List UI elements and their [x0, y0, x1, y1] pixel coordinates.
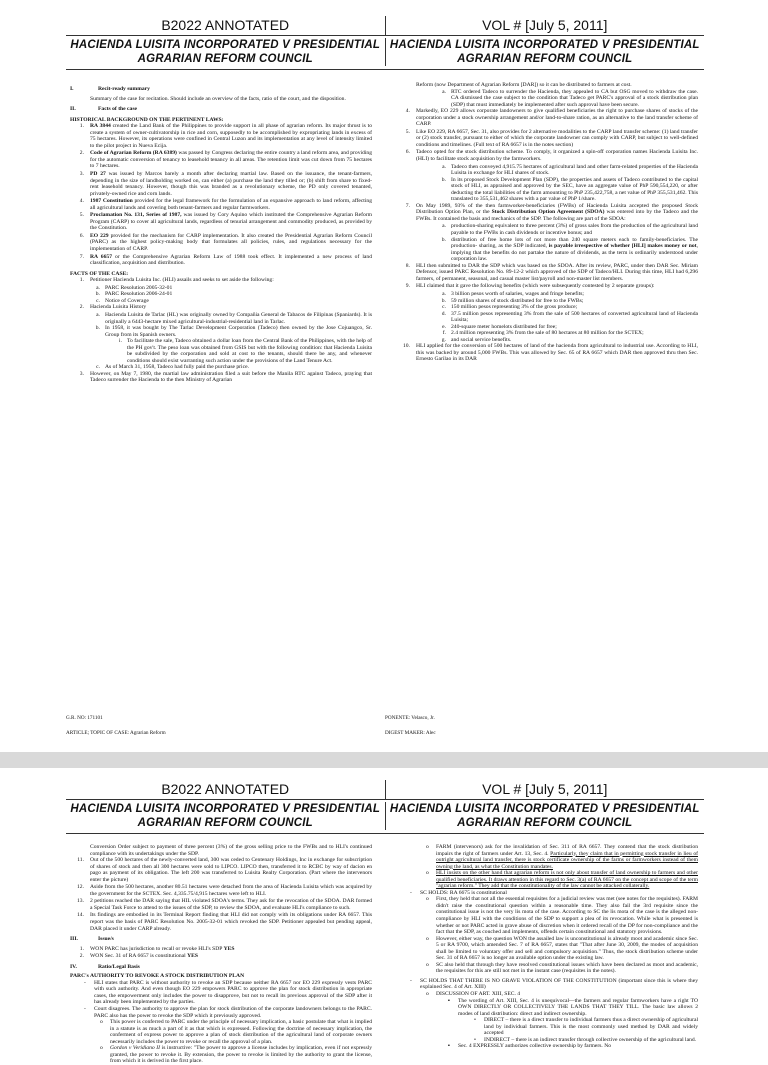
ratio-detail: INDIRECT – there is an indirect transfer through collective ownership of the agricultural land. — [484, 1036, 697, 1043]
summary-text: Summary of the case for recitation. Should include an overview of the facts, ratio of the court, and the disposition. — [90, 95, 346, 102]
article-topic: ARTICLE; TOPIC OF CASE: Agrarian Reform — [66, 730, 166, 736]
fact-item: HLI claimed that it gave the following benefits (which were subsequently contested by 2 separate groups): — [416, 283, 655, 290]
ratio-subbullet: Gordon v Veridiano II is instructive: "The power to approve a license includes by implication, even if not expressly granted, the power to revoke it. By extension, the power to revoke is limited by the authority to grant the license, from which it is derived in the first place. — [110, 1045, 372, 1065]
ratio-subbullet: However, either way, the question WON the assailed law is unconstitutional is already moot and academic since Sec. 5 or RA 9700, which amended Sec. 7 of RA 6657, states that "That after June 30, 2009, the modes of acquisition shall be limited to voluntary offer and sell and compulsory acquisition." Thus, the stock distribution scheme under Sec. 31 of RA 6657 is no longer an available option under the existing law. — [436, 935, 698, 962]
case-title-left: HACIENDA LUISITA INCORPORATED V PRESIDENTIAL AGRARIAN REFORM COUNCIL — [66, 38, 386, 66]
header-left-label: B2022 ANNOTATED — [66, 780, 386, 799]
left-column: I. Recit-ready summary Summary of the case for recitation. Should include an overview of the facts, ratio of the court, and the disposition. II. Facts of the case HISTORICAL BACKGROUND ON THE PERTINENT LAWS: 1. RA 3844 created the Land Bank of the Philippines to provide support in all phase of agrarian reform. Its major thrust is to create a system of owner-cultivatorship in rice and corn, supposedly to be accomplished by expropriating lands in excess of 75 hectares. However, its operations were confined in Central Luzon and its implementation at any level of intensity limited to the pilot project in Nueva Ecija. 2. Code of Agrarian Reform (RA 6389) was passed by Congress declaring the entire country a land reform area, and providing for the automatic conversion of tenancy to leasehold tenancy in all areas. The retention limit was cut down from 75 hectares to 7 hectares. 3. PD 27 was issued by Marcos barely a month after declaring martial law. Based on the issuance, the tenant-farmers, depending in the size of landholding worked on, can either (a) purchase the land they tilled or; (b) shift from share to fixed-rent leasehold tenancy. However, though this was branded as a revolutionary scheme, the PD only covered tenanted, privately-owned rice and corn lands. 4. 1987 Constitution provided for the legal framework for the formulation of an expansive approach to land reform, affecting all agricultural lands and covering both tenant-farmers and regular farmworkers. 5. Proclamation No. 131, Series of 1987, was issued by Cory Aquino which instituted the Comprehensive Agrarian Reform Program (CARP) to cover all agricultural lands, regardless of tenurial arrangement and commodity produced, as provided by the Constitution. 6. EO 229 provided for the mechanism for CARP implementation. It also created the Presidential Agrarian Reform Council (PARC) as the highest policy-making body that formulates all policies, rules, and regulations necessary for the implementation of CARP. 7. RA 6657 or the Comprehensive Agrarian Reform Law of 1988 took effect. It implemented a new process of land classification, acquisition and distribution. FACTS OF THE CASE: 1. Petitioner Hacienda Luisita Inc. (HLI) assails and seeks to set aside the following: a. PARC Resolution 2005-32-01 b. PARC Resolution 2006-24-01 c. Notice of Coverage 2. Hacienda Luisita History a. Hacienda Luisita de Tarlac (HL) was originally owned by Compañia General de Tabacos de Filipinas (Spaniards). It is originally a 6443-hectare mixed agricultural-industrial-residential land in Tarlac. b. In 1958, it was bought by The Tarlac Development Corporation (Tadeco) then owned by the Jose Cojuangco, Sr. Group from its Spanish owners. i. To facilitate the sale, Tadeco obtained a dollar loan from the Central Bank of the Philippines, with the help of the PH gov't. The peso loan was obtained from GSIS but with the following condition: that Hacienda Luisita be subdivided by the corporation and sold at cost to the tenants, should there be any, and whenever conditions should exist warranting such action under the provisions of the Land Tenure Act. c. As of March 31, 1958, Tadeco had fully paid the purchase price. 3. However, on May 7, 1980, the martial law administration filed a suit before the Manila RTC against Tadeco, praying that Tadeco surrender the Hacienda to the then Ministry of Agrarian — [70, 86, 373, 384]
ratio-subbullet: HLI insists on the other hand that agrarian reform is not only about transfer of land ownership to farmers and other qualified beneficiaries. It draws attention in this regard to Sec. 3(a) of RA 6657 on the concept and scope of the term "agrarian reform." They add that the constitutionality of the law cannot be attacked collaterally. — [436, 870, 698, 890]
section-number: II. — [70, 106, 76, 113]
header-right-label: VOL # [July 5, 2011] — [482, 781, 608, 797]
subsection-heading: HISTORICAL BACKGROUND ON THE PERTINENT LAWS: — [70, 116, 224, 123]
fact-subitem: As of March 31, 1958, Tadeco had fully paid the purchase price. — [105, 364, 249, 371]
digest-maker: DIGEST MAKER: Alec — [385, 730, 436, 736]
ratio-bullet: SC HOLDS: RA 6675 is constitutional — [420, 889, 507, 896]
fact-subitem: b. PARC Resolution 2006-24-01 — [95, 291, 173, 298]
header-left-label: B2022 ANNOTATED — [66, 16, 386, 35]
ponente: PONENTE: Velasco, Jr. — [385, 715, 435, 721]
subsection-heading: FACTS OF THE CASE: — [70, 270, 129, 277]
left-column: Conversion Order subject to payment of three percent (3%) of the gross selling price to the FWBs and to HLI's continued compliance with its undertakings under the SDP. 11. Out of the 500 hectares of the newly-converted land, 300 was ceded to Centenary Holdings, Inc in exchange for subscription of shares of stock and then all 300 hectares were sold to LIPCO. LIPCO then, transferred it to RCBC by way of dacion en pago as payment of its obligation. The left 200 was transferred to Luisita Realty Corporation. (Part where the intervenors enter the picture) 12. Aside from the 500 hectares, another 80.51 hectares were detached from the area of Hacienda Luisita which was acquired by the government for the SCTEX. Sec. 4,335.75/4,915 hectares were left to HLI. 13. 2 petitions reached the DAR saying that HIL violated SDOA's terms. They ask for the revocation of the SDOA. DAR formed a Special Task Force to attend to the issues of the SDP, to review the SDOA, and evaluate HLI's compliance to such. 14. Its findings are embodied in its Terminal Report finding that HLI did not comply with its obligations under RA 6657. This report was the basis of PARC Resolution No. 2005-32-01 which revoked the SDP. Petitioner appealed but pending appeal, DAR placed it under CARP already. III. Issue/s 1. WON PARC has jurisdiction to recall or revoke HLI's SDP YES 2. WON Sec. 31 of RA 6657 is constitutional YES IV. Ratio/Legal Basis PARC's AUTHORITY TO REVOKE A STOCK DISTRIBUTION PLAN - HLI states that PARC is without authority to revoke an SDP because neither RA 6657 nor EO 229 expressly vests PARC with such authority. And even though EO 229 empowers PARC to approve the plan for stock distribution in appropriate cases, the empowerment only includes the power to disapprove, but not to recall its previous approval of the SDP after it has already been implemented by the parties. - Court disagrees. The authority to approve the plan for stock distribution of the corporate landowners belongs to the PARC. PARC also has the power to revoke the SDP which it previously approved. o This power is conferred to PARC under the principle of necessary implication, a basic postulate that what is implied in a statute is as much a part of it as that which is expressed. Following the doctrine of necessary implication, the conferment of express power to approve a plan of stock distribution of the agricultural land of corporate owners necessarily includes the power to revoke or recall the approval of a plan. o Gordon v Veridiano II is instructive: "The power to approve a license includes by implication, even if not expressly granted, the power to revoke it. By extension, the power to revoke is limited by the authority to grant the license, from which it is derived in the first place. — [70, 844, 372, 1065]
fact-subitem: production-sharing equivalent to three percent (3%) of gross sales from the production of the agricultural land payable to the FWBs in cash dividends or incentive bonus; and — [451, 223, 698, 237]
page-separator — [0, 752, 768, 768]
section-title: Issue/s — [98, 936, 114, 943]
header-right-label: VOL # [July 5, 2011] — [482, 17, 608, 33]
ratio-subsubbullet: Sec. 4 EXPRESSLY authorizes collective ownership by farmers. No — [458, 1043, 612, 1050]
ratio-subbullet: DISCUSSION OF ART. XIII, SEC. 4 — [436, 991, 521, 998]
benefit-item: c. 150 million pesos representing 3% of the gross produce; — [442, 304, 578, 311]
benefit-item: f. 2.4 million representing 3% from the sale of 80 hectares at 80 million for the SCTEX; — [442, 330, 644, 337]
fact-subitem: a. PARC Resolution 2005-32-01 — [96, 284, 173, 291]
right-column: Reform (now Department of Agrarian Reform [DAR]) so it can be distributed to farmers at cost. a. RTC ordered Tadeco to surrender the Hacienda, they appealed to CA but OSG moved to withdraw the case. CA dismissed the case subject to the condition that Tadeco get PARC's approval of a stock distribution plan (SDP) that must immediately be implemented after such approval have been secure. 4. Markedly, EO 229 allows corporate landowners to give qualified beneficiaries the right to purchase shares of stocks of the corporation under a stock ownership arrangement and/or land-to-share ration, as an alternative to the land transfer scheme of CARP. 5. Like EO 229, RA 6657, Sec. 31, also provides for 2 alternative modalities to the CARP land transfer scheme: (1) land transfer or (2) stock transfer, pursuant to either of which the corporate landowner can comply with CARP, but subject to well-defined conditions and timelines. (Full text of RA 6657 is in the notes section) 6. Tadeco opted for the stock distribution scheme. To comply, it organized a spin-off corporation names Hacienda Luisita Inc. (HLI) to facilitate stock acquisition by the farmworkers. a. Tadeco then conveyed 4,915.75 hectares of agricultural land and other farm-related properties of the Hacienda Luisita in exchange for HLI shares of stock. b. In its proposed Stock Development Plan (SDP), the properties and assets of Tadeco contributed to the capital stock of HLI, as appraised and approved by the SEC, have an aggregate value of PhP 590,554,220, or after deducting the total liabilities of the farm amounting to PhP 235,422,758, a net value of PhP 355,531,462. This translated to 355,531,462 shares with a par value of PhP 1/share. 7. On May 1989, 93% of the then farmworker-beneficiaries (FWBs) of Hacienda Luisita accepted the proposed Stock Distribution Option Plan, or the Stock Distribution Option Agreement (SDOA) was entered into by the Tadeco and the FWBs. It contained the basis and mechanics of the SDP. The following are part of the SDOA: a. production-sharing equivalent to three percent (3%) of gross sales from the production of the agricultural land payable to the FWBs in cash dividends or incentive bonus; and b. distribution of free home lots of not more than 240 square meters each to family-beneficiaries. The production- sharing, as the SDP indicated, is payable irrespective of whether [HLI] makes money or not, implying that the benefits do not partake the nature of dividends, as the term is ordinarily understood under corporation law. 8. HLI then submitted to DAR the SDP which was based on the SDOA. After its review, PARC, under then DAR Sec. Miriam Defensor, issued PARC Resolution No. 89-12-2 which approved of the SDP of Tadeco/HLI. During this time, HLI had 6,296 farmers, of permanent, seasonal, and casual master list/payroll and non-master list members. 9. HLI claimed that it gave the following benefits (which were subsequently contested by 2 separate groups): a. 3 billion pesos worth of salaries, wages and fringe benefits; b. 59 million shares of stock distributed for free to the FWBs; c. 150 million pesos representing 3% of the gross produce; d. 37.5 million pesos representing 3% from the sale of 500 hectares of converted agricultural land of Hacienda Luisita; e. 240-square meter homelots distributed for free; f. 2.4 million representing 3% from the sale of 80 hectares at 80 million for the SCTEX; g. and social service benefits. 10. HLI applied for the conversion of 500 hectares of land of the hacienda from agricultural to industrial use. According to HLI, this was backed by around 5,000 FWBs. This was allowed by Sec. 65 of RA 6657 which DAR then approved thru then Sec. Ernesto Garilao in its DAR — [396, 82, 698, 364]
fact-item: 6. Tadeco opted for the stock distribution scheme. To comply, it organized a spin-off corporation names Hacienda Luisita Inc. (HLI) to facilitate stock acquisition by the farmworkers. — [405, 149, 698, 163]
fact-subitem: RTC ordered Tadeco to surrender the Hacienda, they appealed to CA but OSG moved to withdraw the case. CA dismissed the case subject to the condition that Tadeco get PARC's approval of a stock distribution plan (SDP) that must immediately be implemented after such approval have been secure. — [451, 88, 698, 108]
law-item: 1. RA 3844 created the Land Bank of the Philippines to provide support in all phase of agrarian reform. Its major thrust is to create a system of owner-cultivatorship in rice and corn, supposedly to be accomplished by expropriating lands in excess of 75 hectares. However, its operations were confined in Central Luzon and its implementation at any level of intensity limited to the pilot project in Nueva Ecija. — [79, 123, 373, 149]
benefit-item: e. 240-square meter homelots distributed for free; — [442, 323, 557, 330]
section-number: I. — [70, 86, 74, 92]
ratio-subbullet: FARM (intervenors) ask for the invalidation of Sec. 311 of RA 6657. They contend that the stock distribution impairs the right of farmers under Art. 13, Sec. 4. Particularly, they claim that in permitting stock transfer in lieu of outright agricultural land transfer, there is stock certificate ownership of the farms or farmworkers instead of them owning the land, as what the Constitution mandates. — [436, 844, 698, 870]
fact-subitem: Hacienda Luisita de Tarlac (HL) was originally owned by Compañia General de Tabacos de Filipinas (Spaniards). It is originally a 6443-hectare mixed agricultural-industrial-residential land in Tarlac. — [105, 311, 372, 325]
fact-subitem: distribution of free home lots of not more than 240 square meters each to family-beneficiaries. The production- sharing, as the SDP indicated, is payable irrespective of whether [HLI] makes money or not, implying that the benefits do not partake the nature of dividends, as the term is ordinarily understood under corporation law. — [451, 236, 698, 263]
fact-item: On May 1989, 93% of the then farmworker-beneficiaries (FWBs) of Hacienda Luisita accepted the proposed Stock Distribution Option Plan, or the Stock Distribution Option Agreement (SDOA) was entered into by the Tadeco and the FWBs. It contained the basis and mechanics of the SDP. The following are part of the SDOA: — [416, 202, 698, 222]
historical-laws-list — [70, 123, 372, 266]
ratio-subbullet: First, they held that not all the essential requisites for a judicial review was met (see notes for the requisites). FARM didn't raise the constitutional question within a reasonable time. They also fail the 3rd requisite since the constitutional issue is not the very lis mota of the case. According to SC the lis mota of the case is the alleged non-compliance by HLI with the conditions of the SDP to support a plea of its revocation. While what is presented is whether or not PARC acted in grave abuse of discretion when it ordered recall of the DP for non-compliance and the fact that the SDP, as couched and implements, offends certain constitutional and statutory provisions. — [436, 896, 698, 936]
case-title-left: HACIENDA LUISITA INCORPORATED V PRESIDENTIAL AGRARIAN REFORM COUNCIL — [66, 802, 386, 830]
section-title: Recit-ready summary — [98, 86, 150, 92]
fact-item: Hacienda Luisita History — [90, 304, 147, 311]
law-item: 3. PD 27 was issued by Marcos barely a month after declaring martial law. Based on the issuance, the tenant-farmers, depending in the size of landholding worked on, can either (a) purchase the land they tilled or; (b) shift from share to fixed-rent leasehold tenancy. However, though this was branded as a revolutionary scheme, the PD only covered tenanted, privately-owned rice and corn lands. — [79, 171, 372, 197]
law-item: 4. 1987 Constitution provided for the legal framework for the formulation of an expansive approach to land reform, affecting all agricultural lands and covering both tenant-farmers and regular farmworkers. — [79, 198, 372, 211]
page-header — [66, 16, 704, 70]
fact-item: 12. Aside from the 500 hectares, another 80.51 hectares were detached from the area of Hacienda Luisita which was acquired by the government for the SCTEX. Sec. 4,335.75/4,915 hectares were left to HLI. — [77, 884, 372, 897]
ratio-subsubbullet: The wording of Art. XIII, Sec. 4 is unequivocal—the farmers and regular farmworkers have a right TO OWN DIRECTLY OR COLLECTIVELY THE LANDS THAT THEY TILL. The basic law allows 2 modes of land distribution: direct and indirect ownership. — [458, 997, 698, 1017]
fact-item: Petitioner Hacienda Luisita Inc. (HLI) assails and seeks to set aside the following: — [90, 277, 274, 284]
benefit-item: b. 59 million shares of stock distributed for free to the FWBs; — [441, 297, 584, 304]
page-header — [66, 780, 704, 834]
fact-continuation: Reform (now Department of Agrarian Reform [DAR]) so it can be distributed to farmers at cost. — [416, 82, 632, 88]
case-title-right: HACIENDA LUISITA INCORPORATED V PRESIDENTIAL AGRARIAN REFORM COUNCIL — [389, 39, 700, 65]
ratio-bullet: SC HOLDS THAT THERE IS NO GRAVE VIOLATION OF THE CONSTITUTION (important since this is where they explained Sec. 4 of Art. XIII) — [420, 977, 698, 991]
law-item: 5. Proclamation No. 131, Series of 1987, was issued by Cory Aquino which instituted the Comprehensive Agrarian Reform Program (CARP) to cover all agricultural lands, regardless of tenurial arrangement and commodity produced, as provided by the Constitution. — [79, 212, 372, 232]
ratio-bullet: Court disagrees. The authority to approve the plan for stock distribution of the corporate landowners belongs to the PARC. PARC also has the power to revoke the SDP which it previously approved. — [94, 1006, 372, 1019]
law-item: 2. Code of Agrarian Reform (RA 6389) was passed by Congress declaring the entire country a land reform area, and providing for the automatic conversion of tenancy to leasehold tenancy in all areas. The retention limit was cut down from 75 hectares to 7 hectares. — [79, 150, 372, 170]
fact-subitem: Tadeco then conveyed 4,915.75 hectares of agricultural land and other farm-related properties of the Hacienda Luisita in exchange for HLI shares of stock. — [451, 163, 698, 177]
fact-item: HLI applied for the conversion of 500 hectares of land of the hacienda from agricultural to industrial use. According to HLI, this was backed by around 5,000 FWBs. This was allowed by Sec. 65 of RA 6657 which DAR then approved thru then Sec. Ernesto Garilao in its DAR — [416, 343, 698, 363]
fact-item: 4. Markedly, EO 229 allows corporate landowners to give qualified beneficiaries the right to purchase shares of stocks of the corporation under a stock ownership arrangement and/or land-to-share ration, as an alternative to the land transfer scheme of CARP. — [405, 108, 698, 128]
fact-continuation: Conversion Order subject to payment of three percent (3%) of the gross selling price to the FWBs and to HLI's continued compliance with its undertakings under the SDP. — [90, 844, 372, 857]
section-title: Facts of the case — [98, 106, 137, 113]
fact-item: 11. Out of the 500 hectares of the newly-converted land, 300 was ceded to Centenary Holdings, Inc in exchange for subscription of shares of stock and then all 300 hectares were sold to LIPCO. LIPCO then, transferred it to RCBC by way of dacion en pago as payment of its obligation. The left 200 was transferred to Luisita Realty Corporation. (Part where the intervenors enter the picture) — [77, 857, 372, 883]
law-item: 6. EO 229 provided for the mechanism for CARP implementation. It also created the Presidential Agrarian Reform Council (PARC) as the highest policy-making body that formulates all policies, rules, and regulations necessary for the implementation of CARP. — [79, 232, 372, 253]
fact-subitem: In 1958, it was bought by The Tarlac Development Corporation (Tadeco) then owned by the Jose Cojuangco, Sr. Group from its Spanish owners. — [105, 325, 372, 338]
benefit-item: g. and social service benefits. — [441, 336, 512, 343]
ratio-detail: DIRECT – there is a direct transfer to individual farmers thus a direct ownership of agricultural land by individual farmers. This is the most commonly used method by DAR and widely accepted — [484, 1017, 698, 1037]
fact-item: 13. 2 petitions reached the DAR saying that HIL violated SDOA's terms. They ask for the revocation of the SDOA. DAR formed a Special Task Force to attend to the issues of the SDP, to review the SDOA, and evaluate HLI's compliance to such. — [77, 898, 372, 911]
fact-item: However, on May 7, 1980, the martial law administration filed a suit before the Manila RTC against Tadeco, praying that Tadeco surrender the Hacienda to the then Ministry of Agrarian — [90, 370, 372, 384]
fact-subsubitem: To facilitate the sale, Tadeco obtained a dollar loan from the Central Bank of the Philippines, with the help of the PH gov't. The peso loan was obtained from GSIS but with the following condition: that Hacienda Luisita be subdivided by the corporation and sold at cost to the tenants, should there be any, and whenever conditions should exist warranting such action under the provisions of the Land Tenure Act. — [127, 338, 372, 364]
subsection-heading: PARC's AUTHORITY TO REVOKE A STOCK DISTRIBUTION PLAN — [70, 973, 245, 980]
benefit-item: d. 37.5 million pesos representing 3% from the sale of 500 hectares of converted agricultural land of Hacienda Luisita; — [441, 310, 698, 324]
law-item: 7. RA 6657 or the Comprehensive Agrarian Reform Law of 1988 took effect. It implemented a new process of land classification, acquisition and distribution. — [79, 253, 373, 267]
document-page-2 — [0, 768, 768, 1065]
case-title-right: HACIENDA LUISITA INCORPORATED V PRESIDENTIAL AGRARIAN REFORM COUNCIL — [389, 803, 700, 829]
gr-number: G.R. NO: 171101 — [66, 715, 103, 721]
issue-item: 2. WON Sec. 31 of RA 6657 is constitutional YES — [79, 953, 198, 960]
fact-item: HLI then submitted to DAR the SDP which was based on the SDOA. After its review, PARC, under then DAR Sec. Miriam Defensor, issued PARC Resolution No. 89-12-2 which approved of the SDP of Tadeco/HLI. During this time, HLI had 6,296 farmers, of permanent, seasonal, and casual master list/payroll and non-master list members. — [416, 262, 698, 282]
fact-subitem: In its proposed Stock Development Plan (SDP), the properties and assets of Tadeco contributed to the capital stock of HLI, as appraised and approved by the SEC, have an aggregate value of PhP 590,554,220, or after deducting the total liabilities of the farm amounting to PhP 235,422,758, a net value of PhP 355,531,462. This translated to 355,531,462 shares with a par value of PhP 1/share. — [451, 176, 698, 203]
page-footer — [66, 715, 704, 745]
benefit-item: a. 3 billion pesos worth of salaries, wages and fringe benefits; — [442, 290, 584, 297]
fact-subitem: c. Notice of Coverage — [96, 297, 149, 304]
section-title: Ratio/Legal Basis — [98, 963, 140, 970]
ratio-subbullet: SC also held that through they have resolved constitutional issues which have been declared as moot and academic, the requisites for this are still not met in the instant case (requisites in the notes). — [436, 961, 698, 975]
ratio-subbullet: This power is conferred to PARC under the principle of necessary implication, a basic postulate that what is implied in a statute is as much a part of it as that which is expressed. Following the doctrine of necessary implication, the conferment of express power to approve a plan of stock distribution of the agricultural land of corporate owners necessarily includes the power to revoke or recall the approval of a plan. — [110, 1019, 372, 1045]
right-column: o FARM (intervenors) ask for the invalidation of Sec. 311 of RA 6657. They contend that the stock distribution impairs the right of farmers under Art. 13, Sec. 4. Particularly, they claim that in permitting stock transfer in lieu of outright agricultural land transfer, there is stock certificate ownership of the farms or farmworkers instead of them owning the land, as what the Constitution mandates. o HLI insists on the other hand that agrarian reform is not only about transfer of land ownership to farmers and other qualified beneficiaries. It draws attention in this regard to Sec. 3(a) of RA 6657 on the concept and scope of the term "agrarian reform." They add that the constitutionality of the law cannot be attacked collaterally. - SC HOLDS: RA 6675 is constitutional o First, they held that not all the essential requisites for a judicial review was met (see notes for the requisites). FARM didn't raise the constitutional question within a reasonable time. They also fail the 3rd requisite since the constitutional issue is not the very lis mota of the case. According to SC the lis mota of the case is the alleged non-compliance by HLI with the conditions of the SDP to support a plea of its revocation. While what is presented is whether or not PARC acted in grave abuse of discretion when it ordered recall of the DP for non-compliance and the fact that the SDP, as couched and implements, offends certain constitutional and statutory provisions. o However, either way, the question WON the assailed law is unconstitutional is already moot and academic since Sec. 5 or RA 9700, which amended Sec. 7 of RA 6657, states that "That after June 30, 2009, the modes of acquisition shall be limited to voluntary offer and sell and compulsory acquisition." Thus, the stock distribution scheme under Sec. 31 of RA 6657 is no longer an available option under the existing law. o SC also held that through they have resolved constitutional issues which have been declared as moot and academic, the requisites for this are still not met in the instant case (requisites in the notes). - SC HOLDS THAT THERE IS NO GRAVE VIOLATION OF THE CONSTITUTION (important since this is where they explained Sec. 4 of Art. XIII) o DISCUSSION OF ART. XIII, SEC. 4 ▪ The wording of Art. XIII, Sec. 4 is unequivocal—the farmers and regular farmworkers have a right TO OWN DIRECTLY OR COLLECTIVELY THE LANDS THAT THEY TILL. The basic law allows 2 modes of land distribution: direct and indirect ownership. • DIRECT – there is a direct transfer to individual farmers thus a direct ownership of agricultural land by individual farmers. This is the most commonly used method by DAR and widely accepted • INDIRECT – there is an indirect transfer through collective ownership of the agricultural land. ▪ Sec. 4 EXPRESSLY authorizes collective ownership by farmers. No — [410, 844, 698, 1050]
issue-item: 1. WON PARC has jurisdiction to recall or revoke HLI's SDP YES — [79, 945, 235, 952]
fact-item: 14. Its findings are embodied in its Terminal Report finding that HLI did not comply with its obligations under RA 6657. This report was the basis of PARC Resolution No. 2005-32-01 which revoked the SDP. Petitioner appealed but pending appeal, DAR placed it under CARP already. — [77, 912, 372, 932]
ratio-bullet: HLI states that PARC is without authority to revoke an SDP because neither RA 6657 nor EO 229 expressly vests PARC with such authority. And even though EO 229 empowers PARC to approve the plan for stock distribution in appropriate cases, the empowerment only includes the power to disapprove, but not to recall its previous approval of the SDP after it has already been implemented by the parties. — [94, 979, 372, 1006]
fact-item: 5. Like EO 229, RA 6657, Sec. 31, also provides for 2 alternative modalities to the CARP land transfer scheme: (1) land transfer or (2) stock transfer, pursuant to either of which the corporate landowner can comply with CARP, but subject to well-defined conditions and timelines. (Full text of RA 6657 is in the notes section) — [405, 128, 698, 148]
